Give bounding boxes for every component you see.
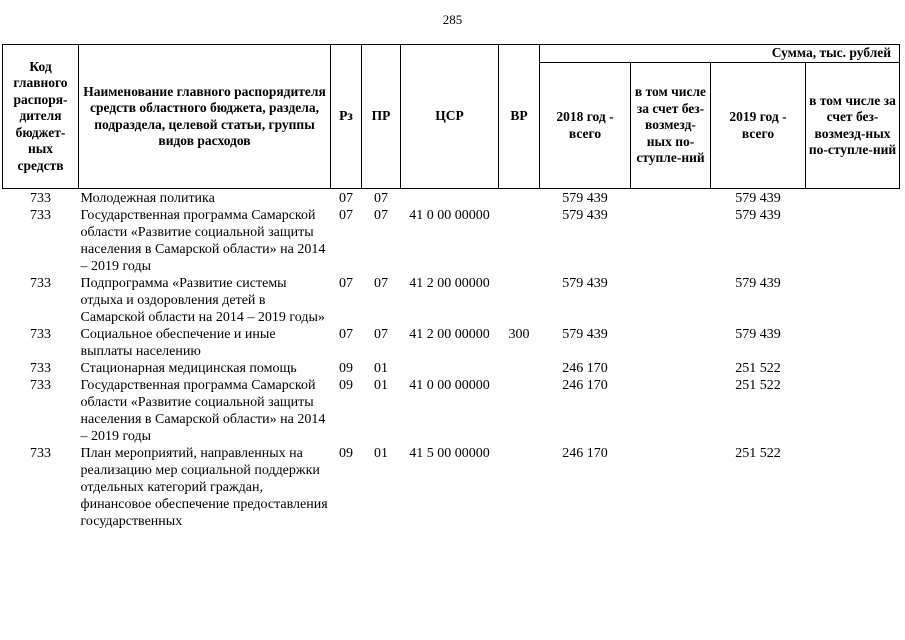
cell-csr — [401, 189, 499, 208]
cell-pr: 01 — [374, 378, 388, 393]
cell-2019-total: 579 439 — [735, 191, 781, 206]
cell-2018-free — [631, 207, 711, 275]
cell-name: План мероприятий, направленных на реализацию мер социальной поддержки отдельных категорий граждан, финансовое обеспечение предоставления государственных — [80, 446, 328, 529]
table-row — [3, 207, 900, 275]
cell-csr: 41 0 00 00000 — [409, 208, 490, 223]
cell-rz: 09 — [339, 378, 353, 393]
cell-kod: 733 — [30, 191, 51, 206]
cell-2018-free — [631, 326, 711, 360]
cell-name: Подпрограмма «Развитие системы отдыха и оздоровления детей в Самарской области на 2014 – 2019 годы» — [80, 276, 325, 325]
cell-2018-total: 579 439 — [562, 276, 608, 291]
cell-2019-free — [806, 207, 900, 275]
cell-rz: 07 — [339, 276, 353, 291]
cell-2019-free — [806, 360, 900, 377]
cell-pr: 07 — [374, 276, 388, 291]
cell-pr: 01 — [374, 446, 388, 461]
cell-2018-total: 246 170 — [562, 378, 608, 393]
cell-2019-free — [806, 189, 900, 208]
cell-pr: 07 — [374, 327, 388, 342]
header-2019-free: в том числе за счет без-возмезд-ных по-ступле-ний — [806, 63, 900, 189]
cell-2019-free — [806, 445, 900, 530]
cell-pr: 07 — [374, 208, 388, 223]
budget-table — [2, 44, 900, 530]
header-name: Наименование главного распорядителя средств областного бюджета, раздела, подраздела, целевой статьи, группы видов расходов — [79, 45, 331, 189]
cell-2019-total: 579 439 — [735, 208, 781, 223]
header-vr: ВР — [499, 45, 540, 189]
cell-csr: 41 2 00 00000 — [409, 276, 490, 291]
cell-vr — [499, 377, 540, 445]
table-header — [3, 45, 900, 189]
cell-csr: 41 2 00 00000 — [409, 327, 490, 342]
cell-name: Социальное обеспечение и иные выплаты населению — [80, 327, 276, 359]
cell-rz: 07 — [339, 327, 353, 342]
cell-kod: 733 — [30, 378, 51, 393]
table-row — [3, 360, 900, 377]
cell-vr — [499, 275, 540, 326]
cell-kod: 733 — [30, 208, 51, 223]
cell-csr — [401, 360, 499, 377]
cell-2018-total: 579 439 — [562, 208, 608, 223]
cell-vr: 300 — [508, 327, 530, 342]
cell-vr — [499, 445, 540, 530]
cell-2018-total: 246 170 — [562, 446, 608, 461]
cell-name: Стационарная медицинская помощь — [80, 361, 297, 376]
header-2019-total: 2019 год - всего — [711, 63, 806, 189]
cell-2018-free — [631, 360, 711, 377]
table-row — [3, 326, 900, 360]
cell-2019-total: 579 439 — [735, 327, 781, 342]
cell-kod: 733 — [30, 276, 51, 291]
cell-2018-free — [631, 445, 711, 530]
cell-kod: 733 — [30, 361, 51, 376]
cell-2018-total: 579 439 — [562, 327, 608, 342]
header-csr: ЦСР — [401, 45, 499, 189]
cell-2018-free — [631, 275, 711, 326]
cell-kod: 733 — [30, 446, 51, 461]
header-kod: Код главного распоря-дителя бюджет-ных средств — [3, 45, 79, 189]
header-sum-group: Сумма, тыс. рублей — [540, 45, 900, 63]
cell-2018-free — [631, 377, 711, 445]
cell-rz: 09 — [339, 361, 353, 376]
cell-2018-total: 246 170 — [562, 361, 608, 376]
cell-csr: 41 0 00 00000 — [409, 378, 490, 393]
cell-rz: 09 — [339, 446, 353, 461]
cell-2019-total: 251 522 — [735, 378, 781, 393]
cell-csr: 41 5 00 00000 — [409, 446, 490, 461]
table-row — [3, 445, 900, 530]
table-row — [3, 275, 900, 326]
cell-pr: 01 — [374, 361, 388, 376]
cell-rz: 07 — [339, 208, 353, 223]
header-2018-total: 2018 год - всего — [540, 63, 631, 189]
cell-2019-total: 251 522 — [735, 446, 781, 461]
header-pr: ПР — [362, 45, 401, 189]
cell-name: Государственная программа Самарской области «Развитие социальной защиты населения в Самарской области» на 2014 – 2019 годы — [80, 378, 326, 444]
cell-vr — [499, 189, 540, 208]
table-body — [3, 189, 900, 531]
cell-name: Молодежная политика — [80, 191, 215, 206]
cell-2018-free — [631, 189, 711, 208]
header-rz: Рз — [331, 45, 362, 189]
cell-2019-total: 579 439 — [735, 276, 781, 291]
cell-2019-free — [806, 377, 900, 445]
cell-kod: 733 — [30, 327, 51, 342]
cell-vr — [499, 207, 540, 275]
table-row — [3, 189, 900, 208]
cell-pr: 07 — [374, 191, 388, 206]
header-2018-free: в том числе за счет без-возмезд-ных по-ступле-ний — [631, 63, 711, 189]
cell-2019-free — [806, 326, 900, 360]
cell-name: Государственная программа Самарской области «Развитие социальной защиты населения в Самарской области» на 2014 – 2019 годы — [80, 208, 326, 274]
cell-rz: 07 — [339, 191, 353, 206]
table-row — [3, 377, 900, 445]
cell-2018-total: 579 439 — [562, 191, 608, 206]
cell-2019-free — [806, 275, 900, 326]
cell-2019-total: 251 522 — [735, 361, 781, 376]
cell-vr — [499, 360, 540, 377]
page-number: 285 — [442, 12, 463, 27]
